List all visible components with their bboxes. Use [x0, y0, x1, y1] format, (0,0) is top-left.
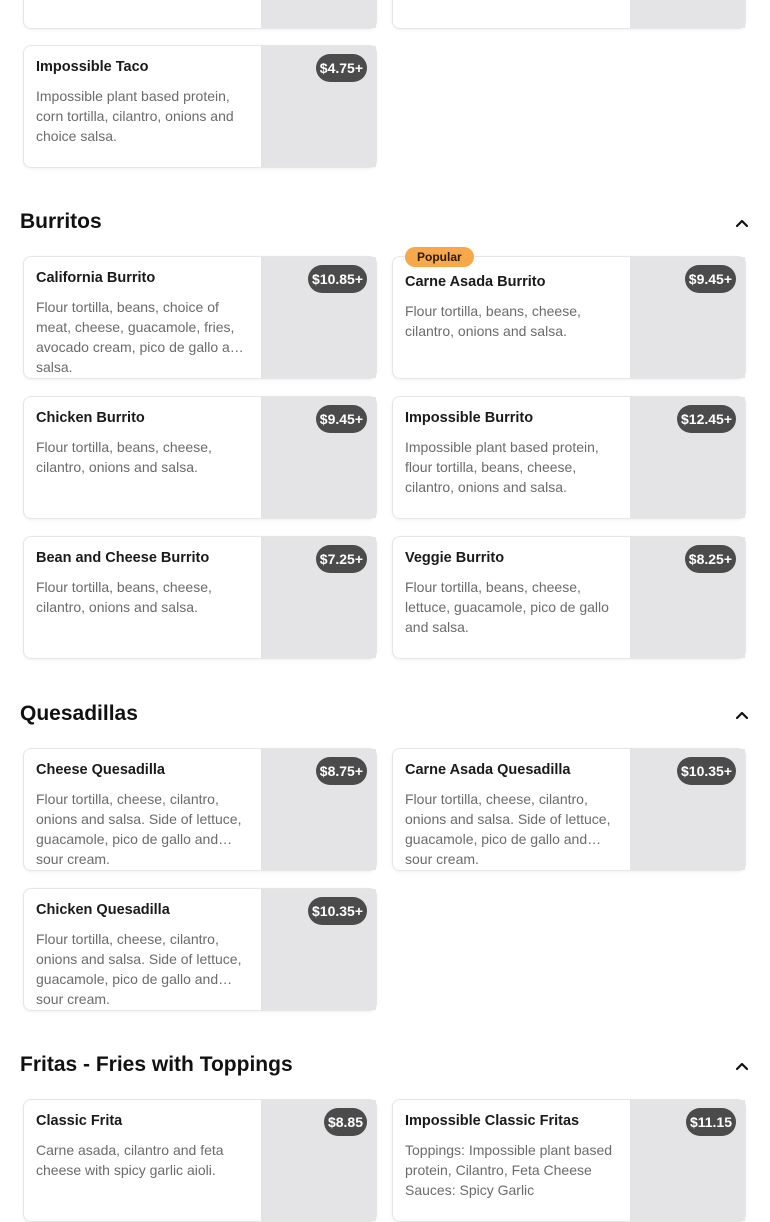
item-name: Carne Asada Quesadilla	[405, 762, 571, 778]
item-name: Impossible Classic Fritas	[405, 1113, 580, 1129]
item-description: Flour tortilla, cheese, cilantro, onions and salsa. Side of lettuce, guacamole, pico de gallo and sour cream.	[36, 791, 242, 867]
menu-item-carne-asada-quesadilla[interactable]	[392, 748, 746, 871]
chevron-up-icon[interactable]	[734, 707, 750, 723]
item-image-placeholder	[261, 0, 376, 28]
item-price: $11.15	[686, 1108, 736, 1136]
item-price: $10.35+	[677, 757, 736, 785]
menu-item-chicken-quesadilla[interactable]	[23, 888, 377, 1011]
chevron-up-icon[interactable]	[734, 215, 750, 231]
item-description: Impossible plant based protein, flour tortilla, beans, cheese, cilantro, onions and salsa.	[405, 439, 599, 495]
item-name: Impossible Taco	[36, 59, 149, 75]
item-name: Carne Asada Burrito	[405, 274, 546, 290]
item-name: California Burrito	[36, 270, 156, 286]
item-description: Toppings: Impossible plant based protein, Cilantro, Feta Cheese Sauces: Spicy Garlic	[405, 1142, 613, 1198]
item-price: $8.85	[324, 1108, 367, 1136]
popular-badge: Popular	[405, 247, 474, 267]
item-name: Chicken Quesadilla	[36, 902, 170, 918]
item-name: Classic Frita	[36, 1113, 123, 1129]
item-price: $9.45+	[685, 265, 736, 293]
menu-item-classic-frita[interactable]	[23, 1099, 377, 1222]
item-description: Flour tortilla, beans, choice of meat, cheese, guacamole, fries, avocado cream, pico de gallo and salsa.	[36, 299, 246, 375]
item-price: $8.75+	[316, 757, 367, 785]
item-price: $9.45+	[316, 405, 367, 433]
menu-item-bean-and-cheese-burrito[interactable]	[23, 536, 377, 659]
item-name: Chicken Burrito	[36, 410, 145, 426]
menu-item-impossible-taco[interactable]	[23, 45, 377, 168]
menu-item-california-burrito[interactable]	[23, 256, 377, 379]
section-title-fritas: Fritas - Fries with Toppings	[20, 1053, 293, 1076]
section-title-burritos: Burritos	[20, 210, 102, 233]
item-description: Flour tortilla, beans, cheese, cilantro, onions and salsa.	[36, 439, 212, 475]
menu-item-impossible-classic-fritas[interactable]	[392, 1099, 746, 1222]
section-title-quesadillas: Quesadillas	[20, 702, 138, 725]
item-name: Cheese Quesadilla	[36, 762, 165, 778]
menu-item-carne-asada-burrito[interactable]	[392, 256, 746, 379]
menu-item-card[interactable]	[23, 0, 377, 29]
item-description: Flour tortilla, beans, cheese, cilantro, onions and salsa.	[36, 579, 212, 615]
item-price: $12.45+	[677, 405, 736, 433]
menu-item-chicken-burrito[interactable]	[23, 396, 377, 519]
menu-item-impossible-burrito[interactable]	[392, 396, 746, 519]
item-name: Veggie Burrito	[405, 550, 505, 566]
chevron-up-icon[interactable]	[734, 1058, 750, 1074]
item-description: Flour tortilla, cheese, cilantro, onions and salsa. Side of lettuce, guacamole, pico de gallo and sour cream.	[36, 931, 242, 1007]
item-description: Flour tortilla, cheese, cilantro, onions and salsa. Side of lettuce, guacamole, pico de gallo and sour cream.	[405, 791, 611, 867]
item-price: $10.85+	[308, 265, 367, 293]
item-description: Flour tortilla, beans, cheese, lettuce, guacamole, pico de gallo and salsa.	[405, 579, 609, 635]
menu-item-veggie-burrito[interactable]	[392, 536, 746, 659]
item-price: $7.25+	[316, 545, 367, 573]
item-price: $4.75+	[316, 54, 367, 82]
item-name: Impossible Burrito	[405, 410, 534, 426]
item-description: Carne asada, cilantro and feta cheese with spicy garlic aioli.	[36, 1142, 224, 1178]
item-description: Flour tortilla, beans, cheese, cilantro, onions and salsa.	[405, 303, 581, 339]
item-image-placeholder	[630, 0, 745, 28]
item-description: Impossible plant based protein, corn tortilla, cilantro, onions and choice salsa.	[36, 88, 234, 144]
item-name: Bean and Cheese Burrito	[36, 550, 210, 566]
menu-item-cheese-quesadilla[interactable]	[23, 748, 377, 871]
item-price: $8.25+	[685, 545, 736, 573]
item-price: $10.35+	[308, 897, 367, 925]
menu-item-card[interactable]	[392, 0, 746, 29]
